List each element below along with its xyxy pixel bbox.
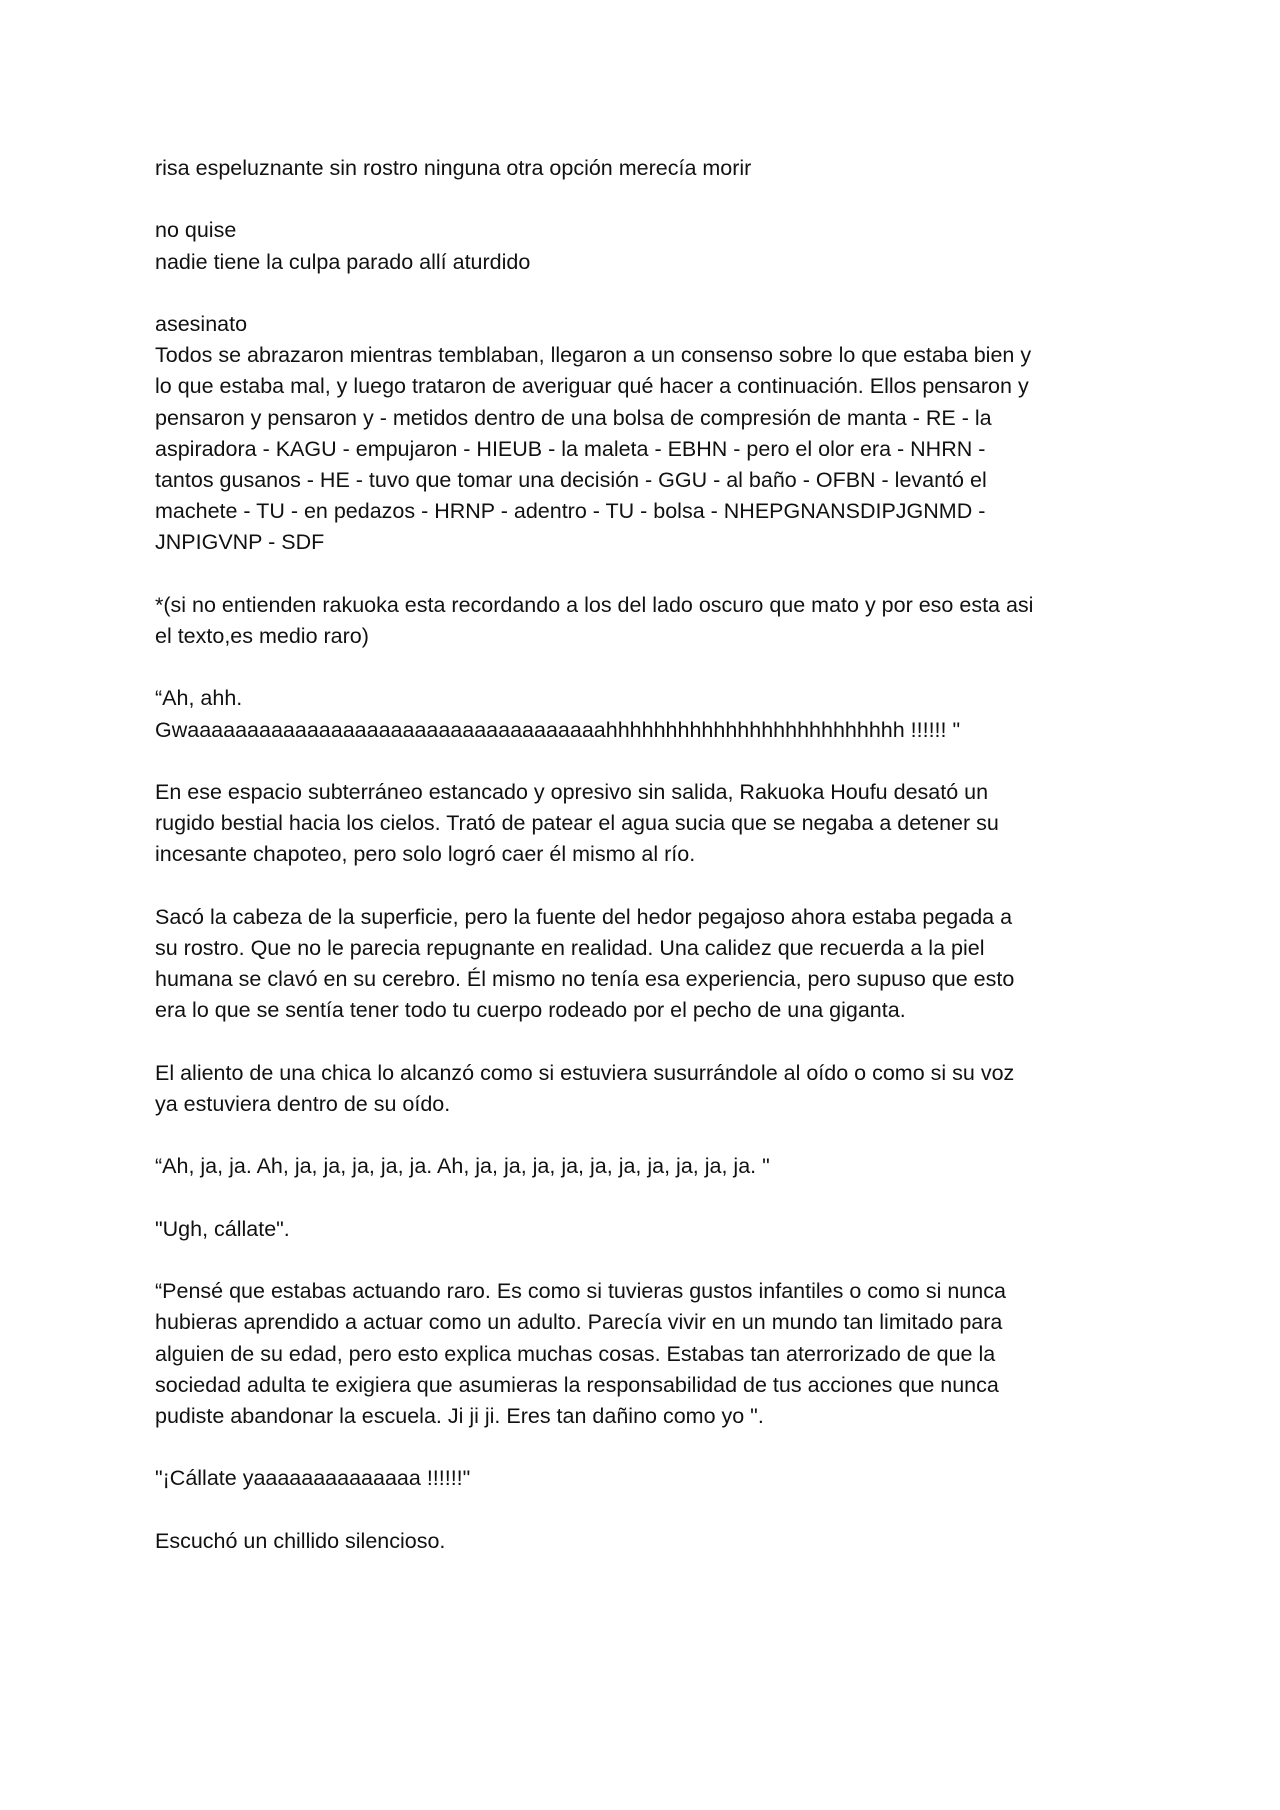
text-line: "Ugh, cállate".	[155, 1216, 290, 1241]
text-line: lo que estaba mal, y luego trataron de averiguar qué hacer a continuación. Ellos pensaron y	[155, 374, 1029, 399]
text-line: Sacó la cabeza de la superficie, pero la fuente del hedor pegajoso ahora estaba pegada a	[155, 904, 1013, 929]
text-line: asesinato	[155, 311, 248, 336]
text-line: su rostro. Que no le parecia repugnante en realidad. Una calidez que recuerda a la piel	[155, 935, 985, 960]
text-line: sociedad adulta te exigiera que asumieras la responsabilidad de tus acciones que nunca	[155, 1372, 999, 1397]
text-line: humana se clavó en su cerebro. Él mismo no tenía esa experiencia, pero supuso que esto	[155, 967, 1015, 992]
text-line: risa espeluznante sin rostro ninguna otra opción merecía morir	[155, 156, 752, 180]
text-line: aspiradora - KAGU - empujaron - HIEUB - la maleta - EBHN - pero el olor era - NHRN -	[155, 436, 986, 461]
paragraph	[155, 215, 1135, 277]
text-line: era lo que se sentía tener todo tu cuerpo rodeado por el pecho de una giganta.	[155, 998, 906, 1023]
text-line: "¡Cállate yaaaaaaaaaaaaaa !!!!!!"	[155, 1466, 471, 1491]
paragraph	[155, 1214, 1135, 1245]
paragraph	[155, 683, 1135, 745]
text-line: el texto,es medio raro)	[155, 624, 369, 648]
paragraph	[155, 153, 1135, 184]
paragraph	[155, 309, 1135, 559]
text-line: JNPIGVNP - SDF	[155, 530, 325, 555]
paragraph	[155, 1151, 1135, 1182]
text-line: incesante chapoteo, pero solo logró caer él mismo al río.	[155, 842, 696, 867]
text-line: *(si no entienden rakuoka esta recordando a los del lado oscuro que mato y por eso esta asi	[155, 592, 1034, 617]
text-line: Gwaaaaaaaaaaaaaaaaaaaaaaaaaaaaaaaaaaahhhhhhhhhhhhhhhhhhhhhhhhh !!!!!! "	[155, 717, 961, 742]
text-line: “Pensé que estabas actuando raro. Es como si tuvieras gustos infantiles o como si nunca	[155, 1279, 1006, 1304]
text-line: pensaron y pensaron y - metidos dentro de una bolsa de compresión de manta - RE - la	[155, 405, 992, 430]
text-line: “Ah, ahh.	[155, 686, 243, 711]
text-line: rugido bestial hacia los cielos. Trató de patear el agua sucia que se negaba a detener su	[155, 811, 999, 836]
paragraph	[155, 1276, 1135, 1432]
text-line: no quise	[155, 218, 237, 243]
text-line: El aliento de una chica lo alcanzó como si estuviera susurrándole al oído o como si su voz	[155, 1060, 1015, 1085]
paragraph	[155, 590, 1135, 652]
text-line: alguien de su edad, pero esto explica muchas cosas. Estabas tan aterrorizado de que la	[155, 1341, 996, 1366]
text-line: ya estuviera dentro de su oído.	[155, 1091, 451, 1116]
text-line: En ese espacio subterráneo estancado y opresivo sin salida, Rakuoka Houfu desató un	[155, 779, 989, 804]
text-line: Escuchó un chillido silencioso.	[155, 1528, 446, 1553]
paragraph	[155, 777, 1135, 871]
text-line: Todos se abrazaron mientras temblaban, llegaron a un consenso sobre lo que estaba bien y	[155, 343, 1032, 368]
text-line: “Ah, ja, ja. Ah, ja, ja, ja, ja, ja. Ah, ja, ja, ja, ja, ja, ja, ja, ja, ja, ja. "	[155, 1154, 770, 1179]
document-page	[155, 153, 1135, 1588]
paragraph	[155, 1463, 1135, 1494]
text-line: machete - TU - en pedazos - HRNP - adentro - TU - bolsa - NHEPGNANSDIPJGNMD -	[155, 499, 986, 524]
text-line: nadie tiene la culpa parado allí aturdido	[155, 249, 531, 274]
text-line: pudiste abandonar la escuela. Ji ji ji. Eres tan dañino como yo ".	[155, 1403, 764, 1428]
text-line: tantos gusanos - HE - tuvo que tomar una decisión - GGU - al baño - OFBN - levantó el	[155, 468, 987, 492]
paragraph	[155, 1058, 1135, 1120]
paragraph	[155, 902, 1135, 1027]
text-line: hubieras aprendido a actuar como un adulto. Parecía vivir en un mundo tan limitado para	[155, 1310, 1003, 1335]
paragraph	[155, 1526, 1135, 1557]
